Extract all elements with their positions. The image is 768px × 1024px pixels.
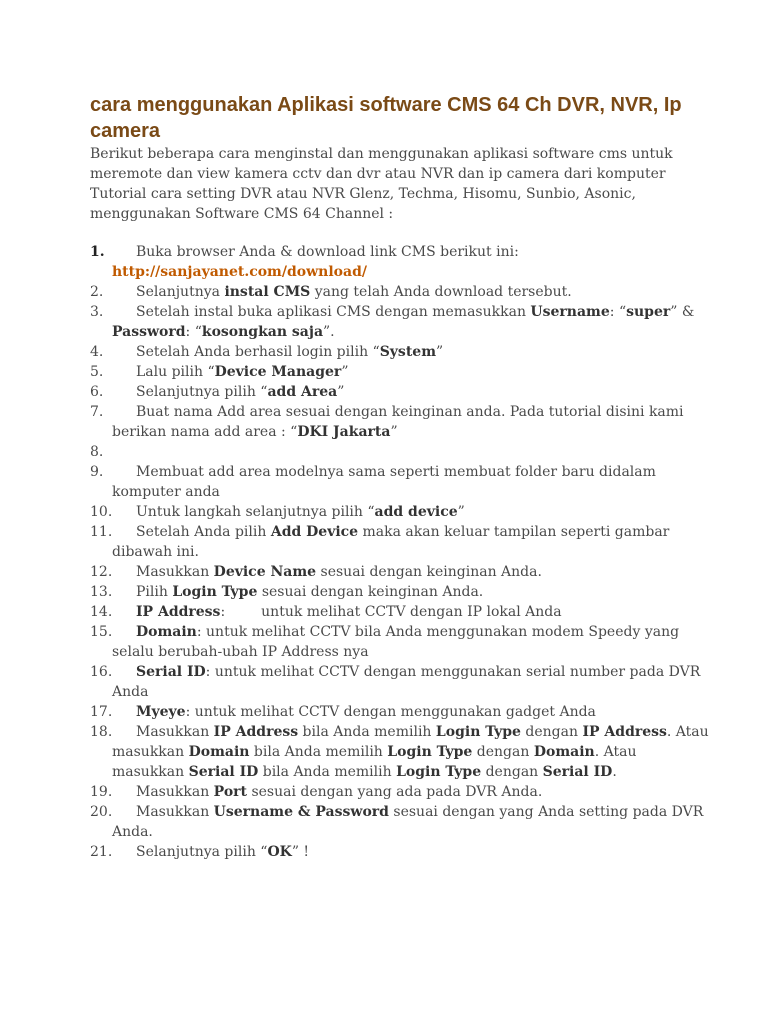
step-text: ”	[337, 384, 345, 400]
step-text: Masukkan	[136, 724, 214, 740]
step-text: dengan	[481, 764, 543, 780]
step-number: 16.	[90, 664, 113, 680]
step-number: 11.	[90, 524, 113, 540]
step-bold: Password	[112, 324, 186, 340]
step-text: bila Anda memilih	[298, 724, 436, 740]
step-bold: Serial ID	[542, 764, 613, 780]
list-item	[90, 282, 710, 302]
step-text: Untuk langkah selanjutnya pilih “	[136, 504, 375, 520]
step-text: Masukkan	[136, 784, 214, 800]
step-text: ”.	[323, 324, 335, 340]
download-link[interactable]: http://sanjayanet.com/download/	[112, 264, 367, 280]
step-number: 12.	[90, 564, 113, 580]
step-text: sesuai dengan keinginan Anda.	[316, 564, 542, 580]
step-text: : untuk melihat CCTV dengan menggunakan gadget Anda	[185, 704, 596, 720]
step-number: 1.	[90, 244, 105, 260]
step-text: Buat nama Add area sesuai dengan keinginan anda. Pada tutorial disini kami berikan nama add area : “	[112, 404, 684, 440]
step-text: ” !	[291, 844, 310, 860]
list-item	[90, 602, 710, 622]
steps-list	[90, 242, 710, 862]
step-bold: IP Address	[582, 724, 667, 740]
step-bold: Username & Password	[213, 804, 389, 820]
list-item	[90, 802, 710, 842]
step-bold: Add Device	[270, 524, 359, 540]
step-bold: Domain	[533, 744, 595, 760]
list-item	[90, 302, 710, 342]
step-text: .	[612, 764, 617, 780]
step-number: 13.	[90, 584, 113, 600]
step-text: bila Anda memilih	[258, 764, 397, 780]
step-text: : untuk melihat CCTV dengan menggunakan serial number pada DVR Anda	[112, 664, 701, 700]
step-bold: add device	[374, 504, 458, 520]
step-text: bila Anda memilih	[249, 744, 388, 760]
step-text: Selanjutnya pilih “	[136, 844, 268, 860]
step-text: yang telah Anda download tersebut.	[310, 284, 572, 300]
step-text: sesuai dengan yang ada pada DVR Anda.	[247, 784, 543, 800]
step-text: untuk melihat CCTV dengan IP lokal Anda	[261, 604, 562, 620]
step-bold: Domain	[136, 624, 197, 640]
list-item	[90, 342, 710, 362]
step-text: sesuai dengan keinginan Anda.	[257, 584, 484, 600]
step-number: 3.	[90, 304, 104, 320]
step-number: 18.	[90, 724, 113, 740]
step-text: Selanjutnya	[136, 284, 225, 300]
step-bold: Myeye	[136, 704, 186, 720]
step-text: . Atau masukkan	[112, 724, 709, 760]
step-number: 9.	[90, 464, 104, 480]
step-bold: Domain	[188, 744, 250, 760]
list-item	[90, 702, 710, 722]
step-text: Pilih	[136, 584, 173, 600]
list-item	[90, 722, 710, 782]
step-text: ” &	[670, 304, 695, 320]
step-text: ”	[457, 504, 465, 520]
step-bold: OK	[267, 844, 292, 860]
step-number: 10.	[90, 504, 113, 520]
step-bold: super	[626, 304, 671, 320]
step-number: 21.	[90, 844, 113, 860]
list-item	[90, 502, 710, 522]
list-item	[90, 842, 710, 862]
step-bold: add Area	[267, 384, 338, 400]
step-text: : “	[609, 304, 627, 320]
step-text: :	[220, 604, 226, 620]
step-text: dengan	[472, 744, 534, 760]
step-number: 19.	[90, 784, 113, 800]
page-title: cara menggunakan Aplikasi software CMS 64 Ch DVR, NVR, Ip camera	[90, 94, 682, 142]
step-text: Membuat add area modelnya sama seperti membuat folder baru didalam komputer anda	[112, 464, 656, 500]
step-bold: System	[379, 344, 437, 360]
step-text: sesuai dengan yang Anda setting pada DVR Anda.	[112, 804, 704, 840]
list-item	[90, 442, 710, 462]
step-number: 17.	[90, 704, 113, 720]
step-bold: Serial ID	[188, 764, 259, 780]
step-bold: instal CMS	[224, 284, 311, 300]
step-text: Masukkan	[136, 564, 214, 580]
step-bold: IP Address	[213, 724, 299, 740]
step-text: ”	[436, 344, 444, 360]
step-text: Masukkan	[136, 804, 214, 820]
step-bold: Login Type	[387, 744, 473, 760]
step-text: Selanjutnya pilih “	[136, 384, 268, 400]
step-number: 14.	[90, 604, 113, 620]
step-text: ”	[341, 364, 349, 380]
list-item	[90, 562, 710, 582]
step-bold: Login Type	[435, 724, 521, 740]
step-bold: Login Type	[172, 584, 258, 600]
step-text: Setelah Anda berhasil login pilih “	[136, 344, 380, 360]
list-item	[90, 382, 710, 402]
step-bold: IP Address	[136, 604, 221, 620]
list-item	[90, 522, 710, 562]
step-text: maka akan keluar tampilan seperti gambar dibawah ini.	[112, 524, 670, 560]
step-bold: Serial ID	[136, 664, 206, 680]
list-item	[90, 782, 710, 802]
step-number: 6.	[90, 384, 104, 400]
intro-paragraph: Berikut beberapa cara menginstal dan menggunakan aplikasi software cms untuk meremote dan view kamera cctv dan dvr atau NVR dan ip camera dari komputer Tutorial cara setting DVR atau NVR Glenz, Techma, Hisomu, Sunbio, Asonic, menggunakan Software CMS 64 Channel :	[90, 146, 673, 222]
step-text: dengan	[520, 724, 583, 740]
step-number: 5.	[90, 364, 104, 380]
step-text: Setelah instal buka aplikasi CMS dengan memasukkan	[136, 304, 531, 320]
list-item	[90, 242, 710, 282]
step-number: 20.	[90, 804, 113, 820]
step-text: . Atau masukkan	[112, 744, 637, 780]
step-text: Buka browser Anda & download link CMS berikut ini:	[136, 244, 519, 260]
step-text: ”	[390, 424, 398, 440]
list-item	[90, 622, 710, 662]
step-number: 2.	[90, 284, 104, 300]
step-bold: Port	[213, 784, 248, 800]
step-text: Lalu pilih “	[136, 364, 215, 380]
step-number: 4.	[90, 344, 104, 360]
list-item	[90, 402, 710, 442]
list-item	[90, 462, 710, 502]
list-item	[90, 582, 710, 602]
step-bold: Device Manager	[214, 364, 342, 380]
step-bold: Login Type	[396, 764, 482, 780]
step-text: Setelah Anda pilih	[136, 524, 271, 540]
step-text: : untuk melihat CCTV bila Anda menggunakan modem Speedy yang selalu berubah-ubah IP Address nya	[112, 624, 680, 660]
step-bold: DKI Jakarta	[297, 424, 391, 440]
step-bold: Device Name	[213, 564, 317, 580]
list-item	[90, 662, 710, 702]
step-number: 15.	[90, 624, 113, 640]
step-text: : “	[185, 324, 202, 340]
step-number: 7.	[90, 404, 104, 420]
step-bold: Username	[530, 304, 610, 320]
step-bold: kosongkan saja	[201, 324, 324, 340]
step-number: 8.	[90, 444, 104, 460]
list-item	[90, 362, 710, 382]
